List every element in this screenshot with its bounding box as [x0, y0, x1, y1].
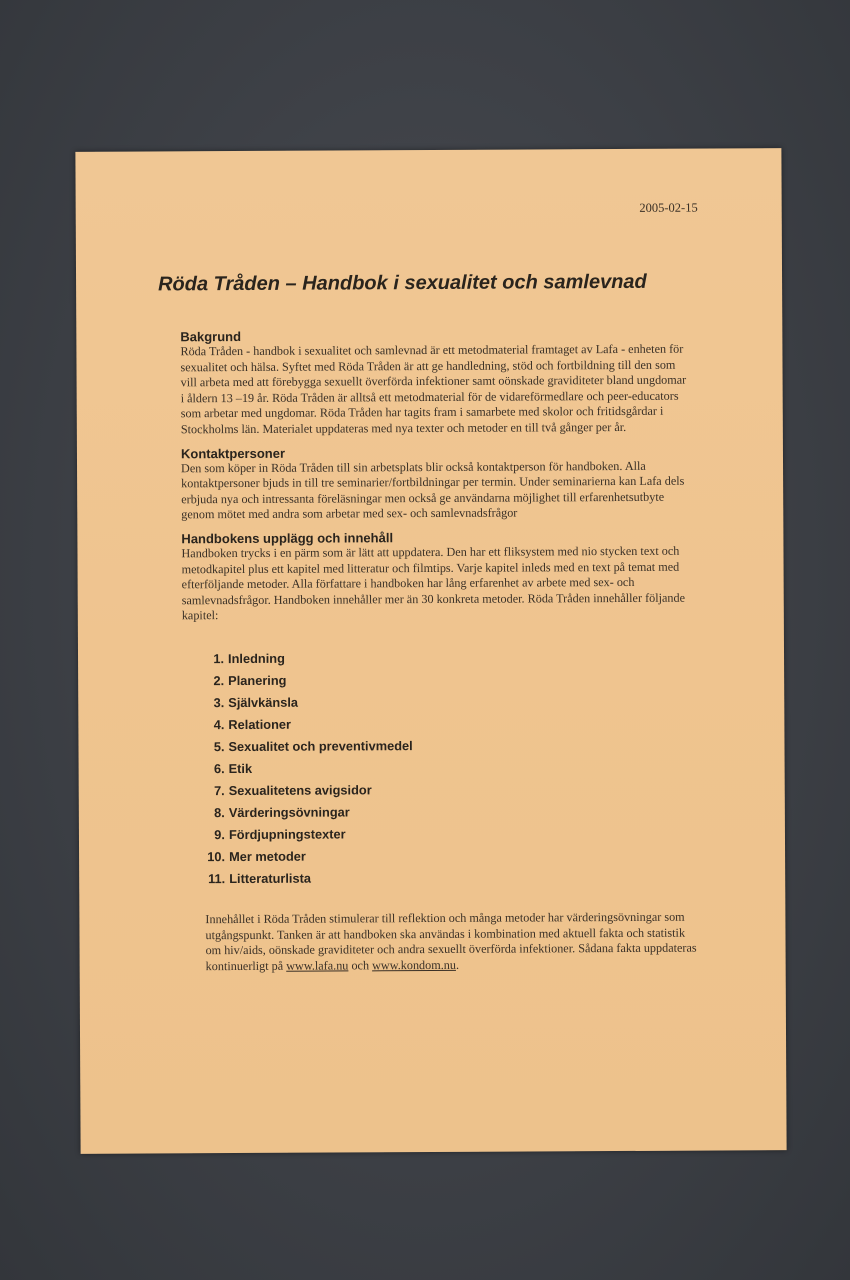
section-heading: Kontaktpersoner: [180, 445, 286, 461]
list-item: [203, 866, 695, 891]
chapter-number: 6.: [213, 760, 225, 777]
list-item: [203, 778, 695, 803]
chapter-number: 7.: [214, 782, 225, 799]
chapter-label: Sexualitetens avigsidor: [228, 782, 372, 798]
chapter-number: 8.: [214, 804, 225, 821]
chapter-number: 4.: [213, 716, 225, 733]
chapter-number: 10.: [207, 848, 226, 865]
list-item: [203, 822, 695, 847]
chapter-label: Sexualitet och preventivmedel: [228, 738, 413, 754]
closing-paragraph: [205, 909, 700, 974]
chapter-label: Etik: [228, 760, 253, 776]
chapter-label: Självkänsla: [228, 694, 299, 710]
list-item: [202, 690, 694, 715]
chapter-list: [202, 646, 695, 891]
chapter-label: Relationer: [228, 716, 292, 732]
list-item: [203, 844, 695, 869]
list-item: [203, 756, 695, 781]
document-body: [180, 327, 695, 975]
section-heading: Handbokens upplägg och innehåll: [181, 530, 394, 547]
list-item: [202, 712, 694, 737]
chapter-label: Litteraturlista: [229, 870, 312, 886]
list-item: [202, 734, 694, 759]
document-date: 2005-02-15: [639, 200, 698, 215]
section-bakgrund: [180, 327, 693, 438]
chapter-number: 2.: [213, 672, 225, 689]
section-heading: Bakgrund: [180, 328, 242, 345]
section-text: Den som köper in Röda Tråden till sin arbetsplats blir också kontaktperson för handboken. Alla kontaktpersoner bjuds in till tre seminarier/fortbildningar per termin. Under seminarierna kan Lafa dels erbjuda nya och intressanta föreläsningar men också ge användarna möjlighet till erfarenhetsutbyte genom mötet med andra som arbetar med sex- och samlevnadsfrågor: [181, 458, 685, 522]
section-kontaktpersoner: [181, 443, 693, 523]
closing-text: Innehållet i Röda Tråden stimulerar till reflektion och många metoder har värderingsövningar som utgångspunkt. Tanken är att handboken ska användas i kombination med aktuell fakta och statistik om hiv/aids, oönskade graviditeter och andra sexuellt överförda infektioner. Sådana fakta uppdateras kontinuerligt på: [205, 909, 697, 973]
chapter-number: 3.: [213, 694, 225, 711]
section-text: Röda Tråden - handbok i sexualitet och samlevnad är ett metodmaterial framtaget av Lafa - enheten för sexualitet och hälsa. Syftet med Röda Tråden är att ge handledning, stöd och fortbildning till den som vill arbeta med att förebygga sexuellt överförda infektioner samt oönskade graviditeter bland ungdomar i åldern 13 –19 år. Röda Tråden är alltså ett metodmaterial för de vidareförmedlare och peer-educators som arbetar med ungdomar. Röda Tråden har tagits fram i samarbete med skolor och fritidsgårdar i Stockholms län. Materialet uppdateras med nya texter och metoder en till två gånger per år.: [180, 341, 687, 437]
chapter-label: Fördjupningstexter: [228, 826, 346, 842]
chapter-label: Värderingsövningar: [228, 804, 350, 820]
kondom-link[interactable]: www.kondom.nu: [372, 957, 456, 973]
chapter-label: Mer metoder: [229, 848, 306, 864]
chapter-number: 11.: [208, 870, 226, 887]
section-text: Handboken trycks i en pärm som är lätt att uppdatera. Den har ett fliksystem med nio stycken text och metodkapitel plus ett kapitel med litteratur och filmtips. Varje kapitel inleds med en text på temat med efterföljande metoder. Alla författare i handboken har lång erfarenhet av arbete med sex- och samlevnadsfrågor. Handboken innehåller mer än 30 konkreta metoder. Röda Tråden innehåller följande kapitel:: [181, 543, 686, 623]
chapter-number: 9.: [214, 826, 225, 843]
closing-joiner: och: [351, 958, 370, 973]
list-item: [202, 646, 694, 671]
list-item: [203, 800, 695, 825]
lafa-link[interactable]: www.lafa.nu: [286, 958, 349, 973]
chapter-label: Planering: [228, 672, 287, 688]
document-title: Röda Tråden – Handbok i sexualitet och samlevnad: [158, 270, 647, 296]
list-item: [202, 668, 694, 693]
closing-end: .: [455, 957, 460, 972]
document-page: [75, 148, 786, 1154]
section-upplagg: [181, 529, 693, 625]
chapter-number: 1.: [213, 650, 225, 667]
chapter-label: Inledning: [227, 650, 285, 666]
chapter-number: 5.: [213, 738, 225, 755]
